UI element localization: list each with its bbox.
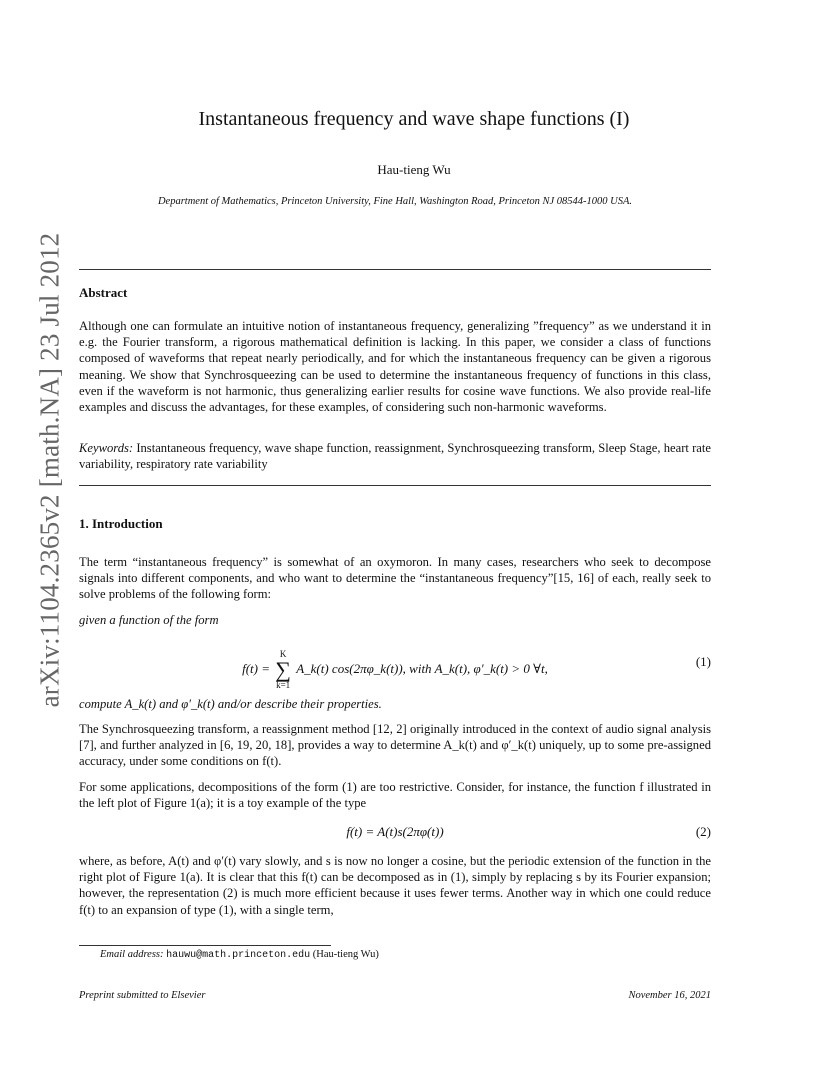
footnote-email[interactable]: hauwu@math.princeton.edu: [166, 950, 311, 961]
section-heading-introduction: 1. Introduction: [79, 516, 163, 531]
equation-2: [79, 824, 711, 844]
footer-preprint-note: Preprint submitted to Elsevier: [79, 990, 206, 1001]
arxiv-identifier-text: arXiv:1104.2365v2 [math.NA] 23 Jul 2012: [34, 232, 65, 708]
intro-paragraph-3: For some applications, decompositions of the form (1) are too restrictive. Consider, for instance, the function f illustrated in the left plot of Figure 1(a); it is a toy example of the type: [79, 780, 711, 811]
intro-compute-line: compute A_k(t) and φ′_k(t) and/or describe their properties.: [79, 697, 382, 711]
intro-paragraph-2: The Synchrosqueezing transform, a reassignment method [12, 2] originally introduced in the context of audio signal analysis [7], and further analyzed in [6, 19, 20, 18], provides a way to determine A_k(t) and φ′_k(t) uniquely, up to some pre-assigned accuracy, under some conditions on f(t).: [79, 722, 711, 769]
abstract-bottom-rule: [79, 485, 711, 486]
equation-1-body: [79, 650, 711, 690]
footnote-rule: [79, 945, 331, 946]
abstract-text: Although one can formulate an intuitive notion of instantaneous frequency, generalizing ”frequency” as we understand it in e.g. the Fourier transform, a rigorous mathematical definition is lacking. In this paper, we consider a class of functions composed of waveforms that repeat nearly periodically, and for which the instantaneous frequency can be given a rigorous meaning. We show that Synchrosqueezing can be used to determine the instantaneous frequency of functions in this class, even if the waveform is not harmonic, thus generalizing earlier results for cosine wave functions. We also provide real-life examples and discuss the advantages, for these examples, of considering such non-harmonic waveforms.: [79, 319, 711, 415]
summation-symbol: K ∑ k=1: [275, 649, 291, 690]
abstract-top-rule: [79, 269, 711, 270]
footnote: [100, 949, 379, 961]
equation-2-number: (2): [695, 824, 711, 839]
author-affiliation: Department of Mathematics, Princeton University, Fine Hall, Washington Road, Princeton NJ 08544-1000 USA.: [157, 196, 633, 207]
author-name: Hau-tieng Wu: [377, 162, 451, 177]
summation-upper: K: [279, 649, 287, 659]
paper-title: Instantaneous frequency and wave shape functions (I): [198, 108, 630, 130]
keywords-label: Keywords:: [79, 441, 134, 455]
intro-paragraph-4: where, as before, A(t) and φ′(t) vary slowly, and s is now no longer a cosine, but the periodic extension of the function in the right plot of Figure 1(a). It is clear that this f(t) can be decomposed as in (1), simply by replacing s by its Fourier expansion; however, the representation (2) is much more efficient because it uses fewer terms. Another way in which one could reduce f(t) to an expansion of type (1), with a single term,: [79, 854, 711, 917]
summation-lower: k=1: [276, 680, 291, 690]
intro-paragraph-1: The term “instantaneous frequency” is somewhat of an oxymoron. In many cases, researchers who seek to decompose signals into different components, and who want to determine the “instantaneous frequency”[15, 16] of each, really seek to solve problems of the following form:: [79, 555, 711, 602]
footer-date: November 16, 2021: [628, 990, 711, 1001]
equation-1: [79, 640, 711, 688]
intro-given-line: given a function of the form: [79, 613, 219, 627]
equation-1-rhs: A_k(t) cos(2πφ_k(t)), with A_k(t), φ′_k(t) > 0 ∀t,: [296, 660, 548, 676]
footnote-label: Email address:: [100, 949, 164, 960]
equation-1-number: (1): [695, 654, 711, 669]
keywords-text: Instantaneous frequency, wave shape function, reassignment, Synchrosqueezing transform, Sleep Stage, heart rate variability, respiratory rate variability: [79, 441, 711, 472]
footnote-name: (Hau-tieng Wu): [312, 949, 379, 960]
equation-1-lhs: f(t) =: [242, 660, 271, 676]
equation-2-body: f(t) = A(t)s(2πφ(t)): [346, 824, 444, 839]
keywords: [79, 440, 711, 472]
abstract-heading: Abstract: [79, 285, 128, 300]
